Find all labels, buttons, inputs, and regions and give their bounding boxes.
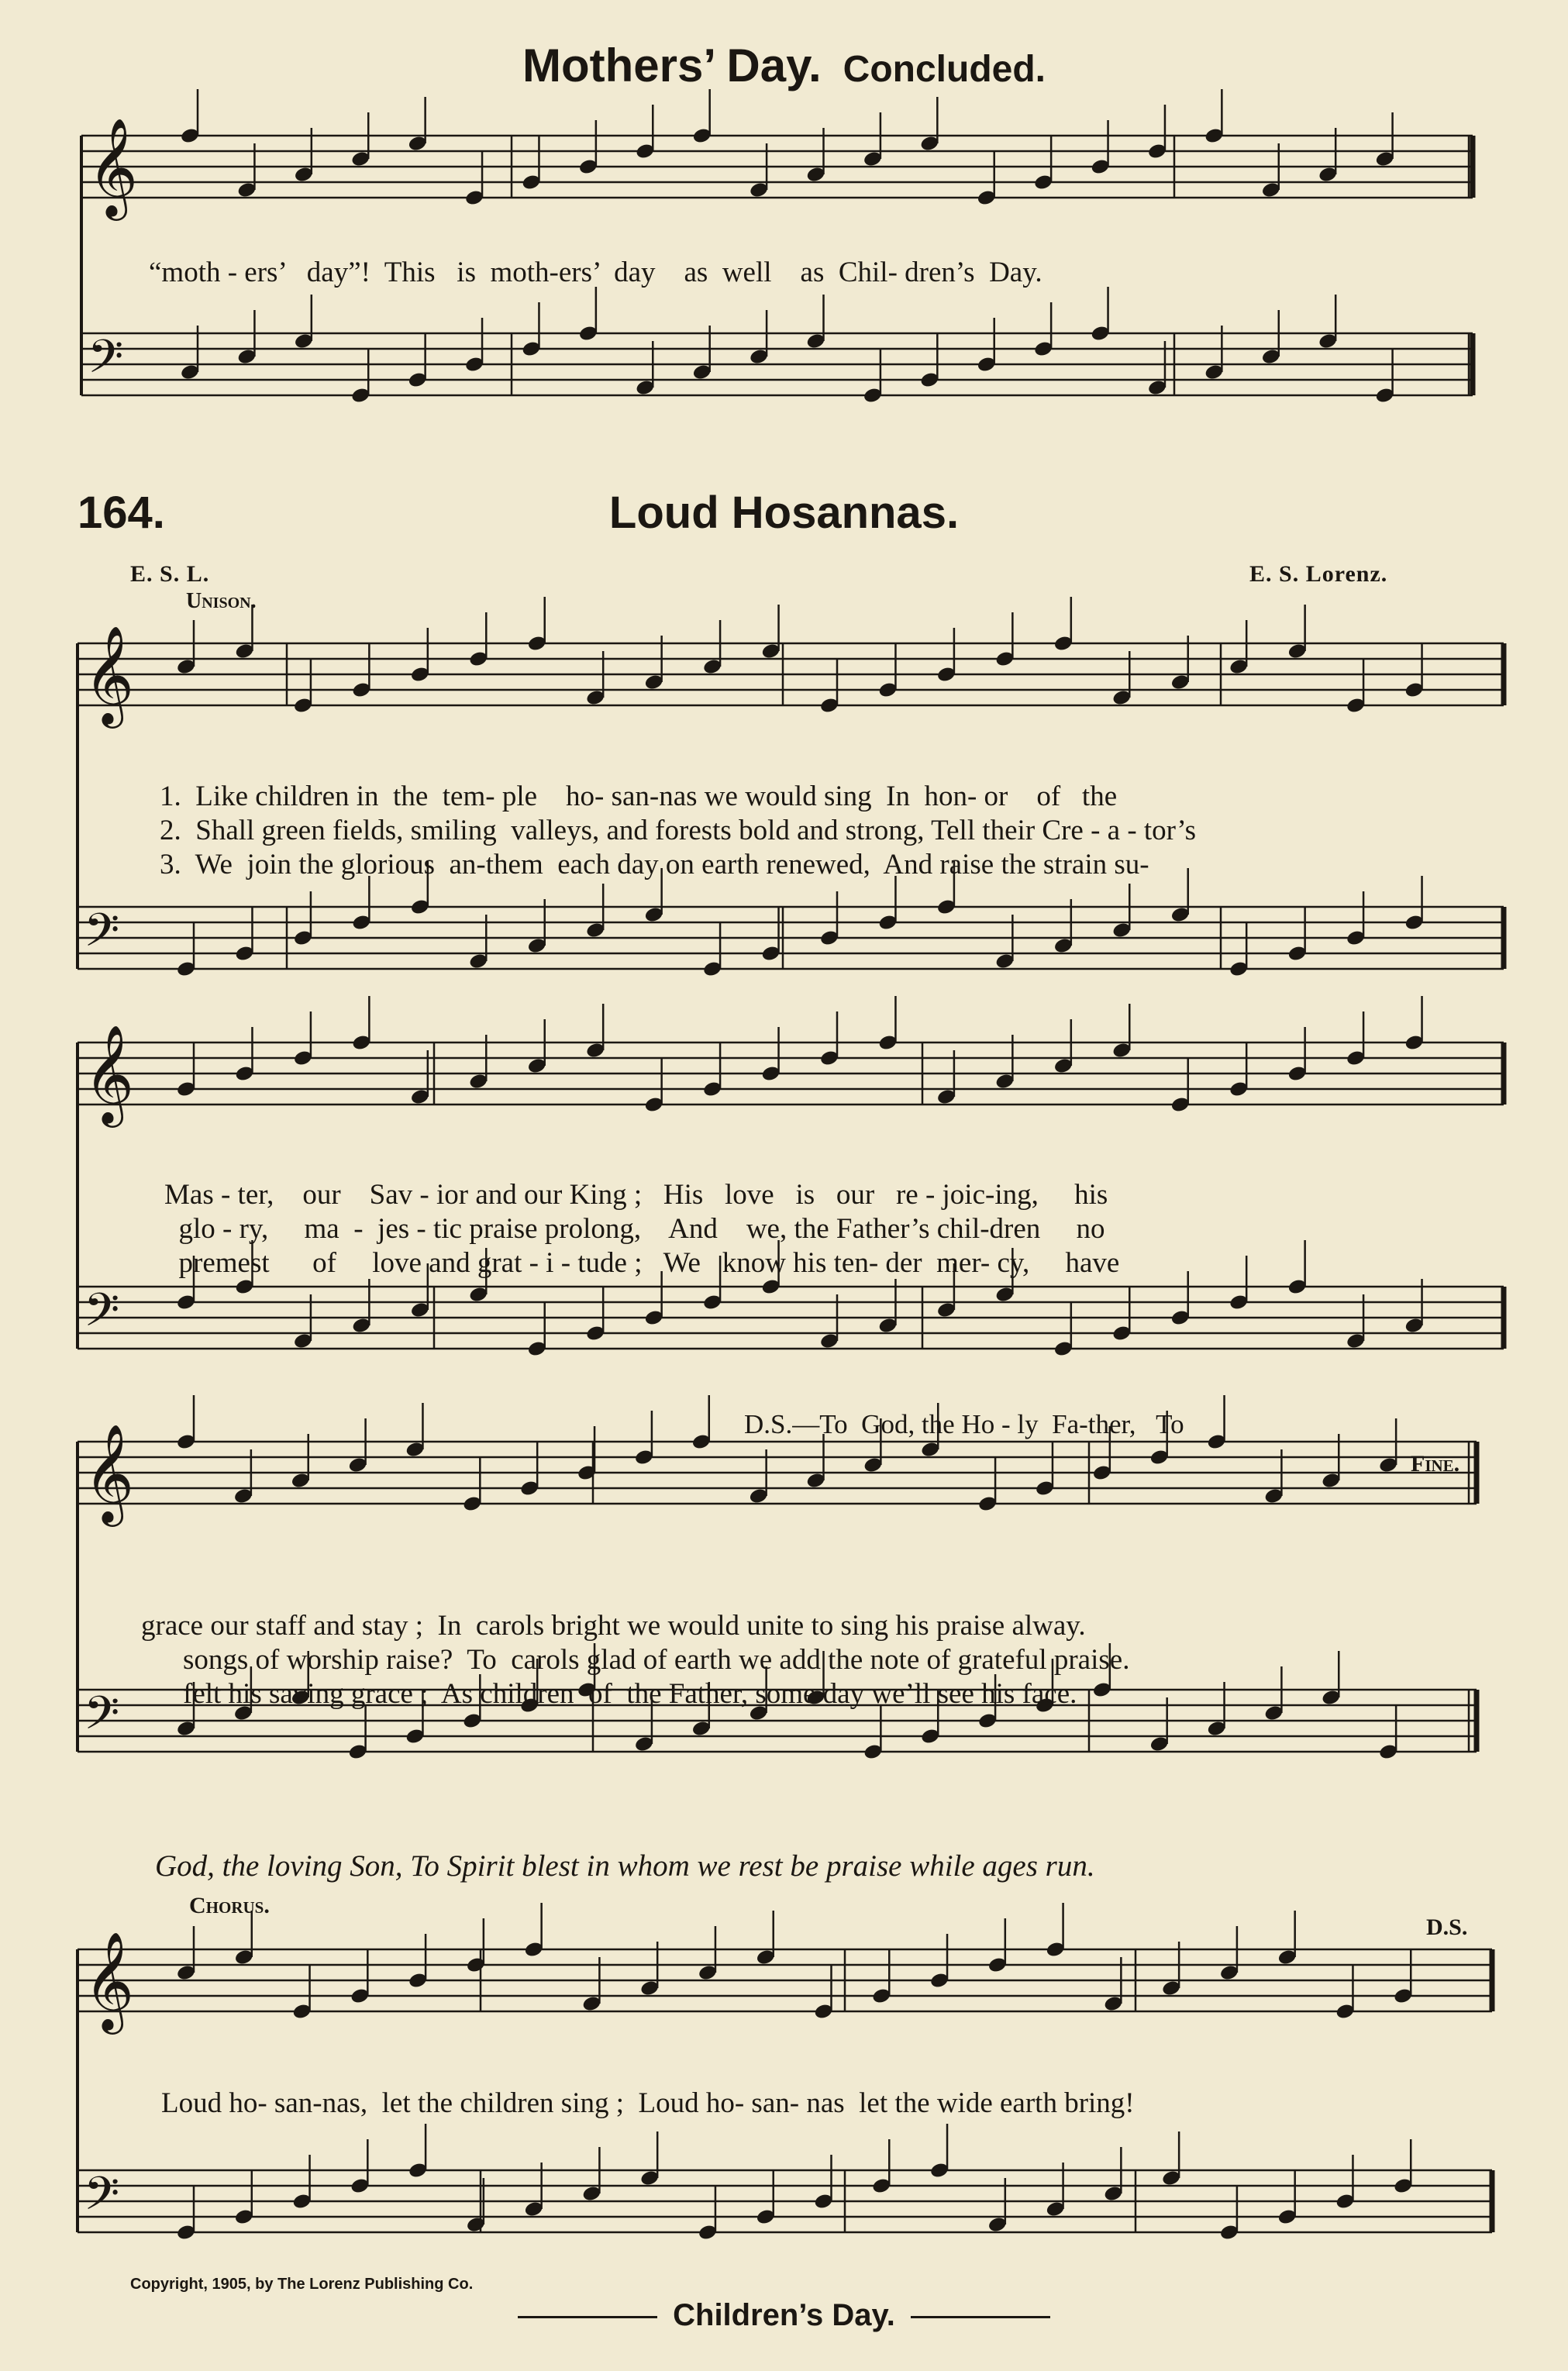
footer [0, 2298, 1568, 2333]
fine-label: Fine. [1411, 1451, 1460, 1477]
verse-1-line-1: 1. Like children in the tem- ple ho- san-nas we would sing In hon- or of the [160, 781, 1118, 812]
bass-clef: 𝄢 [84, 1686, 120, 1751]
treble-clef: 𝄞 [88, 117, 139, 216]
ds-verse-line: God, the loving Son, To Spirit blest in whom we rest be praise while ages run. [155, 1849, 1095, 1883]
treble-clef: 𝄞 [84, 625, 135, 724]
page-title [0, 39, 1568, 92]
ds-instruction [744, 1409, 1184, 1440]
verse-3-line-3: felt his saving grace ; As children of the Father, some day we’ll see his face. [183, 1678, 1077, 1710]
bass-clef: 𝄢 [84, 2166, 120, 2231]
concluded-label: Concluded. [843, 49, 1046, 90]
lyric-top: “moth - ers’ day”! This is moth-ers’ day as well as Chil- dren’s Day. [149, 257, 1042, 288]
chorus-lyric: Loud ho- san-nas, let the children sing ; Loud ho- san- nas let the wide earth bring! [161, 2087, 1135, 2119]
chorus-label: Chorus. [189, 1893, 270, 1918]
verse-1-line-3: grace our staff and stay ; In carols bright we would unite to sing his praise alway. [141, 1610, 1086, 1642]
bass-clef: 𝄢 [88, 329, 124, 395]
verse-3-line-2: premest of love and grat - i - tude ; We know his ten- der mer- cy, have [164, 1247, 1120, 1279]
ds-mark: D.S. [1426, 1914, 1468, 1940]
verse-2-line-1: 2. Shall green fields, smiling valleys, and forests bold and strong, Tell their Cre - a - tor’s [160, 815, 1197, 846]
treble-clef: 𝄞 [84, 1423, 135, 1522]
words-credit: E. S. L. [130, 561, 210, 587]
title-mothers-day: Mothers’ Day. [522, 40, 822, 91]
copyright-notice: Copyright, 1905, by The Lorenz Publishing Co. [130, 2276, 474, 2293]
verse-2-line-3: songs of worship raise? To carols glad of earth we add the note of grateful praise. [183, 1644, 1130, 1676]
unison-label: Unison. [186, 589, 257, 613]
hymn-title: Loud Hosannas. [608, 488, 960, 538]
verse-1-line-2: Mas - ter, our Sav - ior and our King ; His love is our re - joic-ing, his [164, 1179, 1108, 1211]
verse-2-line-2: glo - ry, ma - jes - tic praise prolong, And we, the Father’s chil-dren no [164, 1213, 1105, 1245]
hymn-number: 164. [78, 488, 165, 538]
bass-clef: 𝄢 [84, 1283, 120, 1348]
treble-clef: 𝄞 [84, 1931, 135, 2030]
ds-text: D.S.—To God, the Ho - ly Fa-ther, To [744, 1409, 1184, 1439]
bass-clef: 𝄢 [84, 903, 120, 968]
treble-clef: 𝄞 [84, 1024, 135, 1123]
music-credit: E. S. Lorenz. [1249, 561, 1388, 587]
footer-label: Children’s Day. [673, 2298, 895, 2332]
verse-3-line-1: 3. We join the glorious an-them each day on earth renewed, And raise the strain su- [160, 849, 1149, 881]
